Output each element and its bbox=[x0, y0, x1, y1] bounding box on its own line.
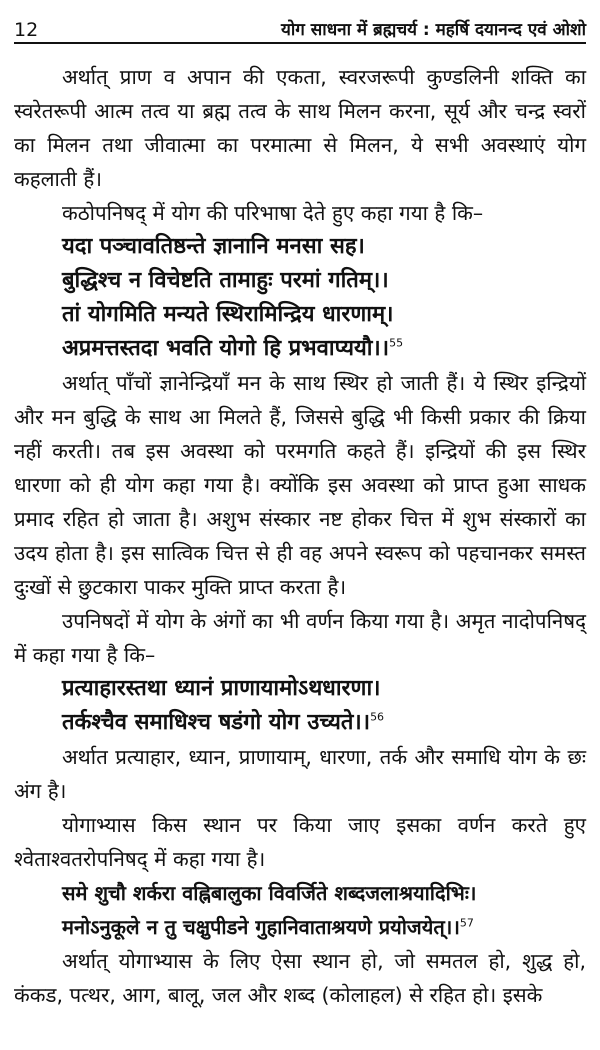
footnote-marker-56: 56 bbox=[370, 710, 385, 724]
running-title: योग साधना में ब्रह्मचर्य : महर्षि दयानन्द एवं ओशो bbox=[281, 20, 586, 40]
paragraph-6: योगाभ्यास किस स्थान पर किया जाए इसका वर्णन करते हुए श्वेताश्वतरोपनिषद् में कहा गया है। bbox=[14, 813, 586, 871]
paragraph-3: अर्थात् पाँचों ज्ञानेन्द्रियाँ मन के साथ स्थिर हो जाती हैं। ये स्थिर इन्द्रियों और मन बुद्धि के साथ आ मिलते हैं, जिससे बुद्धि भी किसी प्रकार की क्रिया नहीं करती। तब इस अवस्था को परमगति कहते हैं। इन्द्रियों की इस स्थिर धारणा को ही योग कहा गया है। क्योंकि इस अवस्था को प्राप्त हुआ साधक प्रमाद रहित हो जाता है। अशुभ संस्कार नष्ट होकर चित्त में शुभ संस्कारों का उदय होता है। इस सात्विक चित्त से ही वह अपने स्वरूप को पहचानकर समस्त दुःखों से छुटकारा पाकर मुक्ति प्राप्त करता है। bbox=[14, 371, 586, 599]
verse-block-3 bbox=[14, 876, 586, 944]
verse-3-line-2-text: मनोऽनुकूले न तु चक्षुपीडने गुहानिवाताश्रयणे प्रयोजयेत्।। bbox=[62, 915, 460, 939]
verse-1-line-3: तां योगमिति मन्यते स्थिरामिन्द्रिय धारणाम्। bbox=[62, 302, 394, 327]
paragraph-7: अर्थात् योगाभ्यास के लिए ऐसा स्थान हो, जो समतल हो, शुद्ध हो, कंकड, पत्थर, आग, बालू, जल और शब्द (कोलाहल) से रहित हो। इसके bbox=[14, 949, 586, 1007]
verse-2-line-2-text: तर्कश्चैव समाधिश्च षडंगो योग उच्यते।। bbox=[62, 710, 371, 735]
page-body bbox=[14, 60, 586, 1012]
paragraph-2: कठोपनिषद् में योग की परिभाषा देते हुए कहा गया है कि– bbox=[62, 201, 484, 225]
paragraph-4: उपनिषदों में योग के अंगों का भी वर्णन किया गया है। अमृत नादोपनिषद् में कहा गया है कि– bbox=[14, 609, 586, 667]
verse-block-2 bbox=[14, 672, 586, 740]
verse-1-line-1: यदा पञ्चावतिष्ठन्ते ज्ञानानि मनसा सह। bbox=[62, 234, 365, 259]
page-header bbox=[14, 12, 586, 44]
verse-2-line-1: प्रत्याहारस्तथा ध्यानं प्राणायामोऽथधारणा। bbox=[62, 676, 381, 701]
paragraph-1: अर्थात् प्राण व अपान की एकता, स्वरजरूपी कुण्डलिनी शक्ति का स्वरेतरूपी आत्म तत्व या ब्रह्म तत्व के साथ मिलन करना, सूर्य और चन्द्र स्वरों का मिलन तथा जीवात्मा का परमात्मा से मिलन, ये सभी अवस्थाएं योग कहलाती हैं। bbox=[14, 65, 586, 191]
verse-1-line-2: बुद्धिश्च न विचेष्टति तामाहुः परमां गतिम्।। bbox=[62, 268, 389, 293]
verse-3-line-1: समे शुचौ शर्करा वह्निबालुका विवर्जिते शब्दजलाश्रयादिभिः। bbox=[62, 881, 477, 905]
footnote-marker-57: 57 bbox=[459, 916, 474, 930]
paragraph-5: अर्थात प्रत्याहार, ध्यान, प्राणायाम्, धारणा, तर्क और समाधि योग के छः अंग है। bbox=[14, 745, 586, 803]
page-number: 12 bbox=[14, 19, 39, 41]
verse-block-1 bbox=[14, 230, 586, 366]
verse-1-line-4 bbox=[14, 332, 586, 366]
verse-1-line-4-text: अप्रमत्तस्तदा भवति योगो हि प्रभवाप्ययौ।। bbox=[62, 336, 390, 361]
verse-2-line-2 bbox=[14, 706, 586, 740]
footnote-marker-55: 55 bbox=[389, 336, 404, 350]
verse-3-line-2 bbox=[14, 910, 586, 944]
